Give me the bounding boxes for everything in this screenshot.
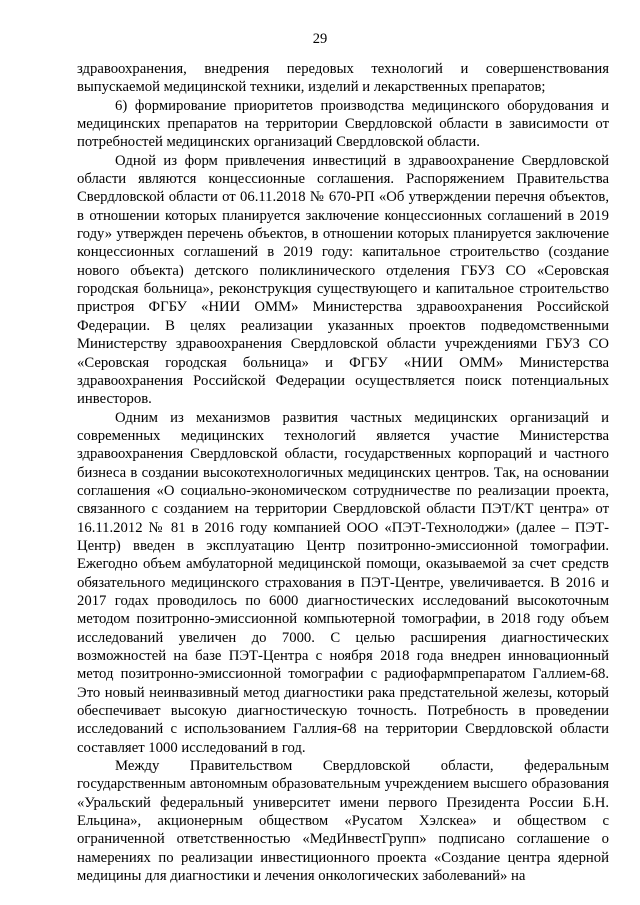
paragraph-nuclear-medicine: Между Правительством Свердловской области, федеральным государственным автономным образовательным учреждением высшего образования «Уральский федеральный университет имени первого Президента России Б.Н. Ельцина», акционерным обществом «Русатом Хэлскеа» и обществом с ограниченной ответственностью «МедИнвестГрупп» подписано соглашение о намерениях по реализации инвестиционного проекта «Создание центра ядерной медицины для диагностики и лечения онкологических заболеваний» на <box>77 758 609 885</box>
page-number: 29 <box>312 31 328 47</box>
paragraph-item-6: 6) формирование приоритетов производства медицинского оборудования и медицинских препаратов на территории Свердловской области в зависимости от потребностей медицинских организаций Свердловской области. <box>77 97 609 151</box>
paragraph-concessions: Одной из форм привлечения инвестиций в здравоохранение Свердловской области являются концессионные соглашения. Распоряжением Правительства Свердловской области от 06.11.2018 № 670-РП «Об утверждении перечня объектов, в отношении которых планируется заключение концессионных соглашений в 2019 году» утвержден перечень объектов, в отношении которых планируется заключение концессионных соглашений в 2019 году: капитальное строительство (создание нового объекта) детского поликлинического отделения ГБУЗ СО «Серовская городская больница», реконструкция существующего и капитальное строительство пристроя ФГБУ «НИИ ОММ» Министерства здравоохранения Российской Федерации. В целях реализации указанных проектов подведомственными Министерству здравоохранения Свердловской области учреждениями ГБУЗ СО «Серовская городская больница» и ФГБУ «НИИ ОММ» Министерства здравоохранения Российской Федерации осуществляется поиск потенциальных инвесторов. <box>77 152 609 408</box>
paragraph-continuation: здравоохранения, внедрения передовых технологий и совершенствования выпускаемой медицинской техники, изделий и лекарственных препаратов; <box>77 61 609 96</box>
body-text <box>77 60 609 885</box>
paragraph-pet-center: Одним из механизмов развития частных медицинских организаций и современных медицинских технологий является участие Министерства здравоохранения Свердловской области, государственных корпораций и частного бизнеса в создании высокотехнологичных медицинских центров. Так, на основании соглашения «О социально-экономическом сотрудничестве по реализации проекта, связанного с созданием на территории Свердловской области ПЭТ/КТ центра» от 16.11.2012 № 81 в 2016 году компанией ООО «ПЭТ-Технолоджи» (далее – ПЭТ-Центр) введен в эксплуатацию Центр позитронно-эмиссионной томографии. Ежегодно объем амбулаторной медицинской помощи, оказываемой за счет средств обязательного медицинского страхования в ПЭТ-Центре, увеличивается. В 2016 и 2017 годах проводилось по 6000 диагностических исследований высокоточным методом позитронно-эмиссионной компьютерной томографии, в 2018 году объем исследований увеличен до 7000. С целью расширения диагностических возможностей на базе ПЭТ-Центра с ноября 2018 года внедрен инновационный метод позитронно-эмиссионной томографии с радиофармпрепаратом Галлием-68. Это новый неинвазивный метод диагностики рака предстательной железы, который обеспечивает высокую диагностическую точность. Потребность в проведении исследований с использованием Галлия-68 на территории Свердловской области составляет 1000 исследований в год. <box>77 409 609 756</box>
